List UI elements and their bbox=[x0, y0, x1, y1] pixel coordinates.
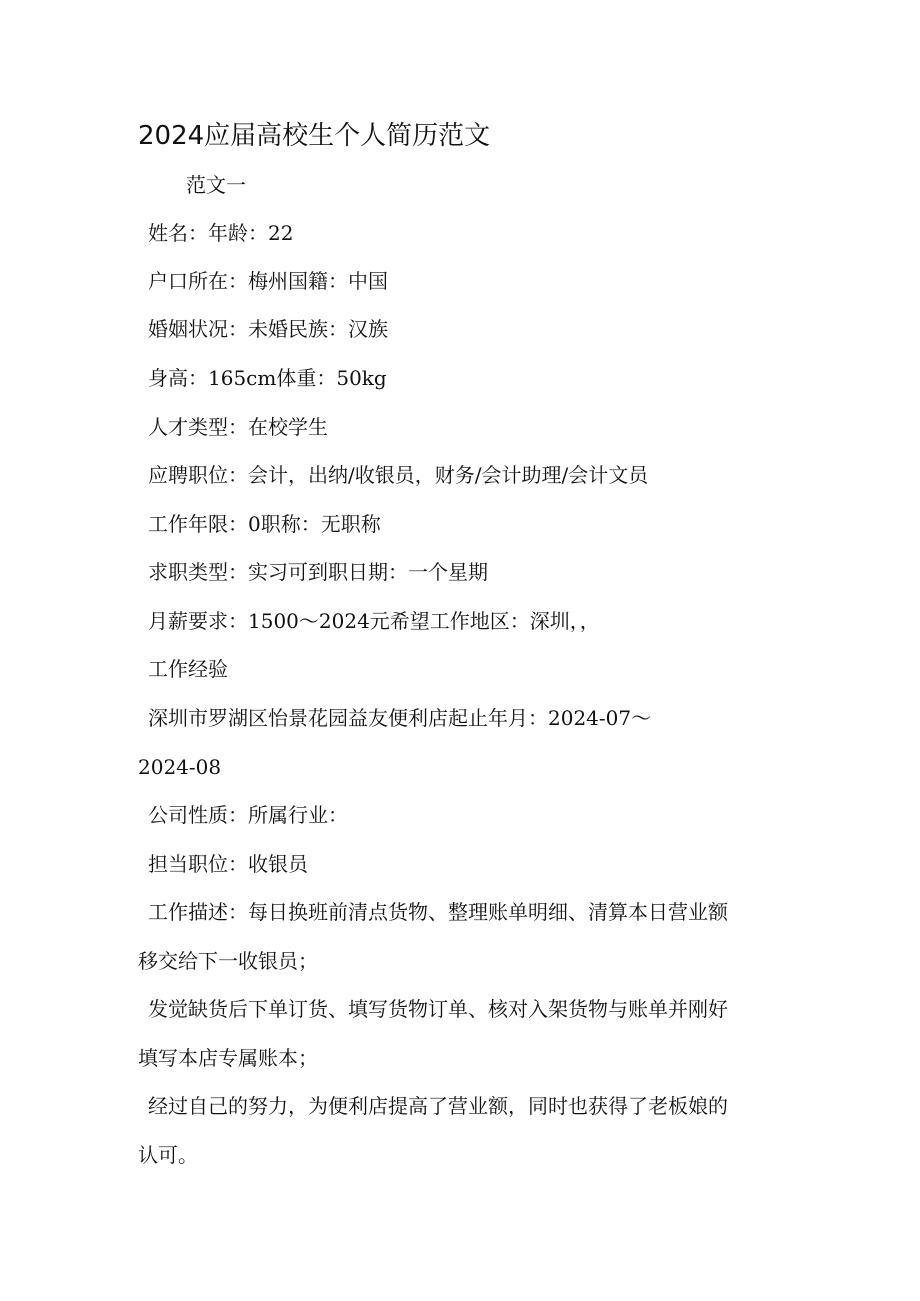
resume-line-position-held: 担当职位：收银员 bbox=[148, 852, 308, 876]
resume-line-job-description-cont: 移交给下一收银员； bbox=[138, 949, 318, 973]
resume-line-period-end: 2024-08 bbox=[138, 755, 222, 779]
resume-line-company-industry: 公司性质：所属行业： bbox=[148, 803, 348, 827]
document-title: 2024应届高校生个人简历范文 bbox=[138, 121, 491, 151]
resume-line-employer-period: 深圳市罗湖区怡景花园益友便利店起止年月：2024-07～ bbox=[148, 706, 652, 730]
resume-line-job-type-start: 求职类型：实习可到职日期：一个星期 bbox=[148, 560, 488, 584]
resume-line-ordering-duties: 发觉缺货后下单订货、填写货物订单、核对入架货物与账单并刚好 bbox=[148, 997, 728, 1021]
resume-line-applied-position: 应聘职位：会计，出纳/收银员，财务/会计助理/会计文员 bbox=[148, 463, 649, 487]
resume-line-achievement: 经过自己的努力，为便利店提高了营业额，同时也获得了老板娘的 bbox=[148, 1094, 728, 1118]
resume-line-work-years-title: 工作年限：0职称：无职称 bbox=[148, 512, 381, 536]
section-subtitle: 范文一 bbox=[186, 173, 246, 197]
resume-line-talent-type: 人才类型：在校学生 bbox=[148, 415, 328, 439]
resume-line-height-weight: 身高：165cm体重：50kg bbox=[148, 366, 387, 390]
resume-line-ordering-duties-cont: 填写本店专属账本； bbox=[138, 1046, 318, 1070]
resume-line-name-age: 姓名：年龄：22 bbox=[148, 221, 294, 245]
resume-line-salary-location: 月薪要求：1500～2024元希望工作地区：深圳，， bbox=[148, 609, 600, 633]
resume-line-job-description: 工作描述：每日换班前清点货物、整理账单明细、清算本日营业额 bbox=[148, 900, 728, 924]
resume-line-hukou-nationality: 户口所在：梅州国籍：中国 bbox=[148, 269, 388, 293]
resume-line-marital-ethnicity: 婚姻状况：未婚民族：汉族 bbox=[148, 317, 388, 341]
resume-line-achievement-cont: 认可。 bbox=[138, 1143, 198, 1167]
section-heading-work-experience: 工作经验 bbox=[148, 657, 228, 681]
